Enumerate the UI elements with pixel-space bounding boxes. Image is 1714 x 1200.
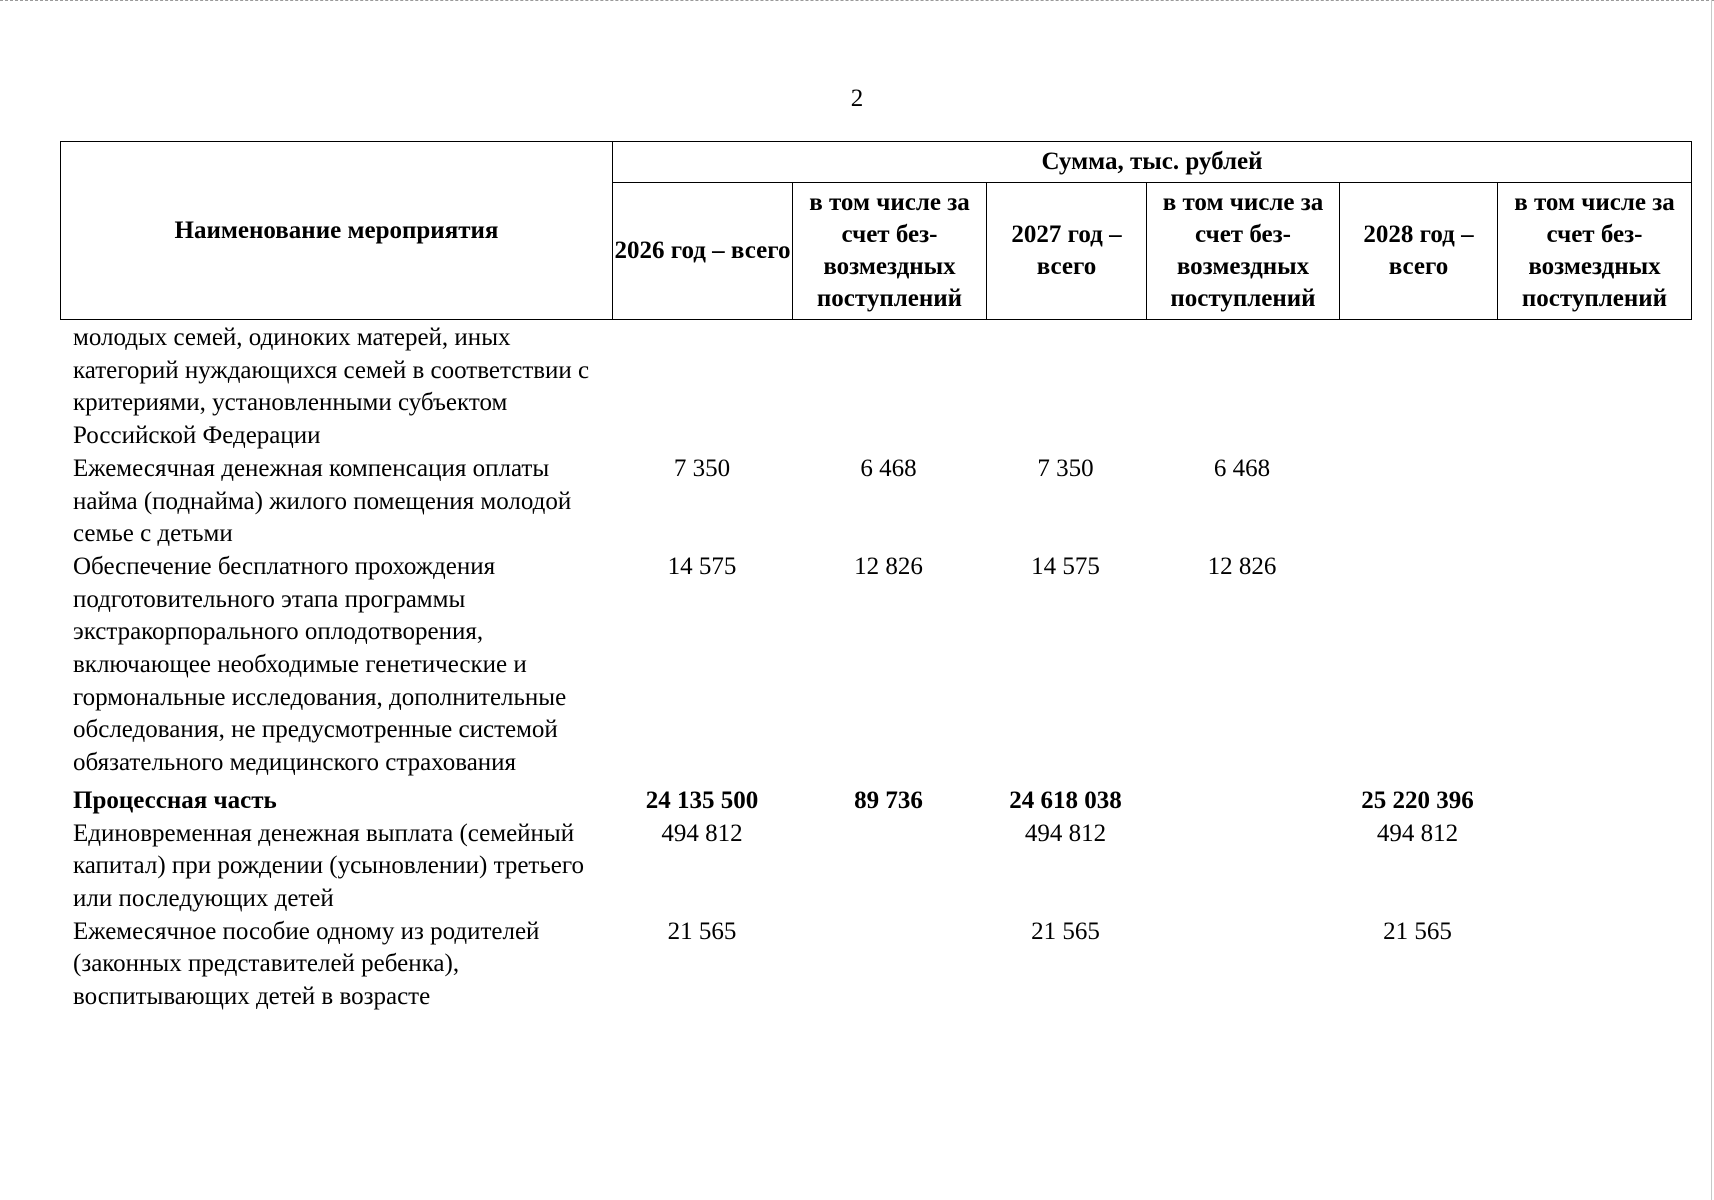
table-header xyxy=(60,141,1692,320)
row-description: Процессная часть xyxy=(73,786,277,814)
value-2026-grants: 12 826 xyxy=(854,552,923,580)
value-2026-grants: 6 468 xyxy=(860,454,917,482)
table-row xyxy=(73,453,1693,551)
header-2027-total: 2027 год – всего xyxy=(987,183,1147,320)
row-description: Ежемесячная денежная компенсация оплаты найма (поднайма) жилого помещения молодой семье с детьми xyxy=(73,454,572,548)
table-row xyxy=(73,818,1693,916)
value-2026-total: 7 350 xyxy=(673,454,731,482)
table-row xyxy=(73,322,1693,453)
value-2027-grants: 6 468 xyxy=(1213,454,1271,482)
value-2026-total: 14 575 xyxy=(667,552,737,580)
value-2028-total: 494 812 xyxy=(1376,819,1459,847)
header-sum-group: Сумма, тыс. рублей xyxy=(613,142,1692,183)
value-2028-total: 25 220 396 xyxy=(1361,786,1474,814)
row-description: молодых семей, одиноких матерей, иных категорий нуждающихся семей в соответствии с критериями, установленными субъектом Российской Федерации xyxy=(73,324,590,450)
table-row-section xyxy=(73,785,1693,818)
value-2028-total: 21 565 xyxy=(1383,917,1452,945)
value-2027-total: 14 575 xyxy=(1031,552,1100,580)
page-number: 2 xyxy=(850,85,864,112)
header-2028-grants: в том числе за счет без-возмездных поступлений xyxy=(1498,183,1692,320)
table-row xyxy=(73,551,1693,780)
value-2027-total: 7 350 xyxy=(1037,454,1094,482)
table-row xyxy=(73,916,1693,1014)
value-2026-total: 21 565 xyxy=(667,917,737,945)
table-body xyxy=(73,322,1693,1014)
header-name-column: Наименование мероприятия xyxy=(61,142,613,320)
scan-edge-top xyxy=(0,0,1714,1)
header-2026-total: 2026 год – всего xyxy=(613,183,793,320)
value-2027-total: 494 812 xyxy=(1024,819,1107,847)
value-2026-grants: 89 736 xyxy=(854,786,923,814)
header-2026-grants: в том числе за счет без-возмездных поступлений xyxy=(793,183,987,320)
scan-edge-right xyxy=(1711,0,1712,1200)
header-2027-grants: в том числе за счет без-возмездных поступлений xyxy=(1147,183,1340,320)
value-2026-total: 494 812 xyxy=(661,819,743,847)
value-2026-total: 24 135 500 xyxy=(645,786,759,814)
value-2027-grants: 12 826 xyxy=(1207,552,1277,580)
header-2028-total: 2028 год – всего xyxy=(1340,183,1498,320)
value-2027-total: 24 618 038 xyxy=(1009,786,1122,814)
row-description: Единовременная денежная выплата (семейный капитал) при рождении (усыновлении) третьего или последующих детей xyxy=(73,819,584,912)
row-description: Обеспечение бесплатного прохождения подготовительного этапа программы экстракорпорального оплодотворения, включающее необходимые генетические и гормональные исследования, дополнительные обследования, не предусмотренные системой обязательного медицинского страхования xyxy=(73,552,567,777)
row-description: Ежемесячное пособие одному из родителей (законных представителей ребенка), воспитывающих детей в возрасте xyxy=(73,917,540,1011)
value-2027-total: 21 565 xyxy=(1031,917,1100,945)
